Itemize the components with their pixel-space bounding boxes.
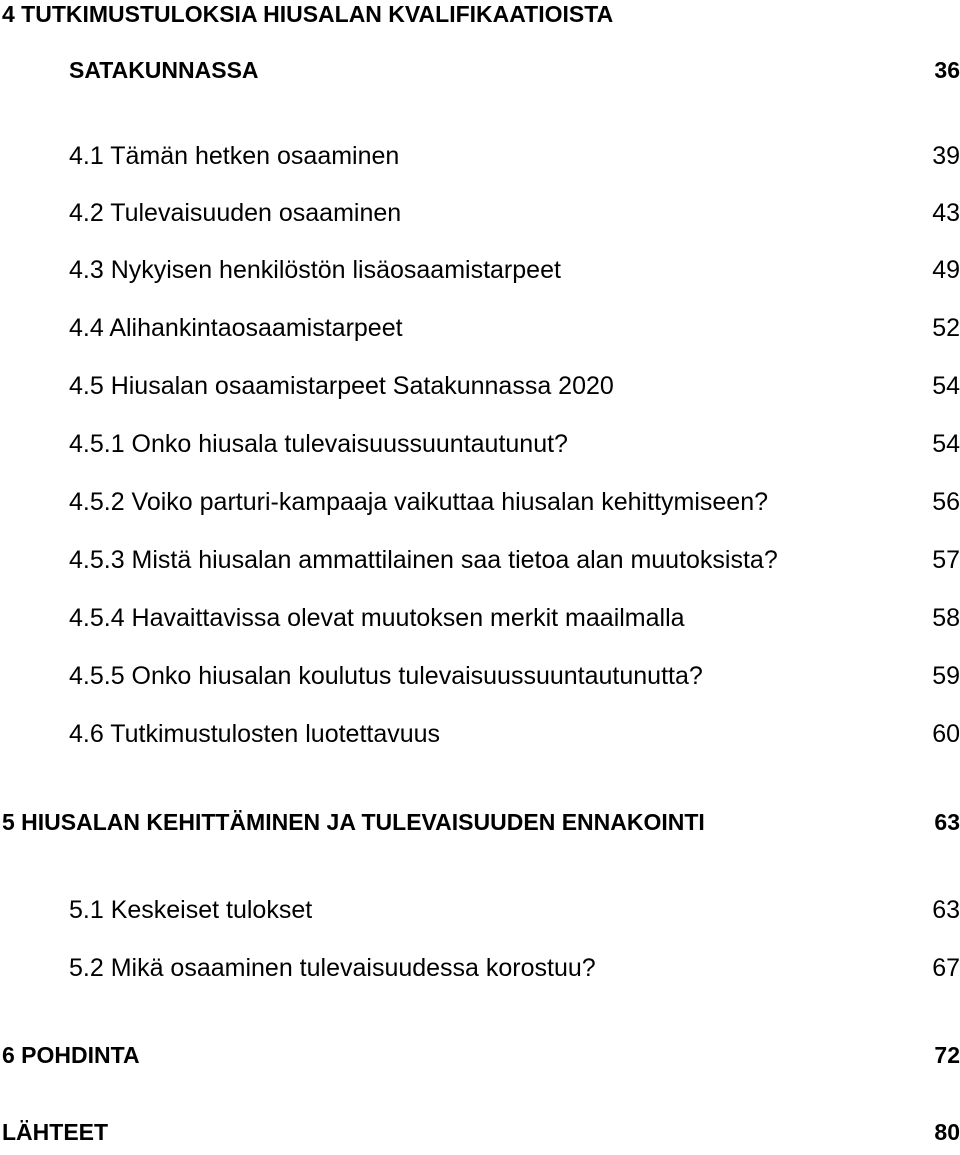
toc-chapter-6-page: 72 bbox=[934, 1042, 960, 1068]
toc-item-label: 5.2 Mikä osaaminen tulevaisuudessa korostuu? bbox=[69, 954, 596, 982]
toc-chapter-6-title: 6 POHDINTA bbox=[2, 1042, 140, 1068]
toc-item-page: 58 bbox=[932, 604, 960, 632]
toc-item-page: 56 bbox=[932, 488, 960, 516]
toc-item bbox=[0, 714, 960, 754]
toc-item-page: 39 bbox=[932, 142, 960, 170]
toc-item-page: 49 bbox=[932, 256, 960, 284]
toc-item-label: 4.5.3 Mistä hiusalan ammattilainen saa tietoa alan muutoksista? bbox=[69, 546, 778, 574]
toc-item-label: 4.5.2 Voiko parturi-kampaaja vaikuttaa hiusalan kehittymiseen? bbox=[69, 488, 769, 516]
toc-item-label: 4.2 Tulevaisuuden osaaminen bbox=[69, 199, 402, 227]
toc-references bbox=[0, 1112, 960, 1152]
toc-item-page: 67 bbox=[932, 954, 960, 982]
toc-item bbox=[0, 948, 960, 988]
toc-item-label: 4.5.4 Havaittavissa olevat muutoksen merkit maailmalla bbox=[69, 604, 685, 632]
toc-references-title: LÄHTEET bbox=[2, 1119, 109, 1145]
toc-chapter-4-title-line2: SATAKUNNASSA bbox=[69, 57, 259, 83]
toc-chapter-4-line1 bbox=[0, 0, 960, 34]
toc-item-page: 54 bbox=[932, 430, 960, 458]
toc-chapter-6 bbox=[0, 1035, 960, 1075]
toc-item-page: 57 bbox=[932, 546, 960, 574]
toc-item-page: 54 bbox=[932, 372, 960, 400]
toc-chapter-4-line2 bbox=[0, 50, 960, 90]
toc-chapter-5-title: 5 HIUSALAN KEHITTÄMINEN JA TULEVAISUUDEN ENNAKOINTI bbox=[2, 809, 705, 835]
toc-item-page: 63 bbox=[932, 896, 960, 924]
toc-item bbox=[0, 250, 960, 290]
toc-chapter-4-title-line1: 4 TUTKIMUSTULOKSIA HIUSALAN KVALIFIKAATIOISTA bbox=[2, 1, 614, 27]
toc-item bbox=[0, 482, 960, 522]
toc-item-page: 52 bbox=[932, 314, 960, 342]
toc-item-page: 43 bbox=[932, 199, 960, 227]
toc-chapter-5 bbox=[0, 802, 960, 842]
toc-item-label: 4.1 Tämän hetken osaaminen bbox=[69, 142, 400, 170]
toc-item-page: 59 bbox=[932, 662, 960, 690]
toc-item bbox=[0, 656, 960, 696]
toc-item bbox=[0, 366, 960, 406]
toc-item-label: 4.6 Tutkimustulosten luotettavuus bbox=[69, 720, 441, 748]
toc-item bbox=[0, 890, 960, 930]
toc-item bbox=[0, 424, 960, 464]
toc-item bbox=[0, 193, 960, 233]
toc-item-page: 60 bbox=[932, 720, 960, 748]
toc-item bbox=[0, 598, 960, 638]
toc-item bbox=[0, 136, 960, 176]
toc-item-label: 4.5.5 Onko hiusalan koulutus tulevaisuussuuntautunutta? bbox=[69, 662, 703, 690]
toc-item-label: 4.3 Nykyisen henkilöstön lisäosaamistarpeet bbox=[69, 256, 561, 284]
toc-item bbox=[0, 540, 960, 580]
toc-item-label: 5.1 Keskeiset tulokset bbox=[69, 896, 313, 924]
toc-chapter-4-page: 36 bbox=[934, 57, 960, 83]
toc-item-label: 4.5 Hiusalan osaamistarpeet Satakunnassa 2020 bbox=[69, 372, 614, 400]
toc-item bbox=[0, 308, 960, 348]
toc-item-label: 4.4 Alihankintaosaamistarpeet bbox=[69, 314, 403, 342]
toc-references-page: 80 bbox=[934, 1119, 960, 1145]
toc-item-label: 4.5.1 Onko hiusala tulevaisuussuuntautunut? bbox=[69, 430, 568, 458]
toc-chapter-5-page: 63 bbox=[934, 809, 960, 835]
